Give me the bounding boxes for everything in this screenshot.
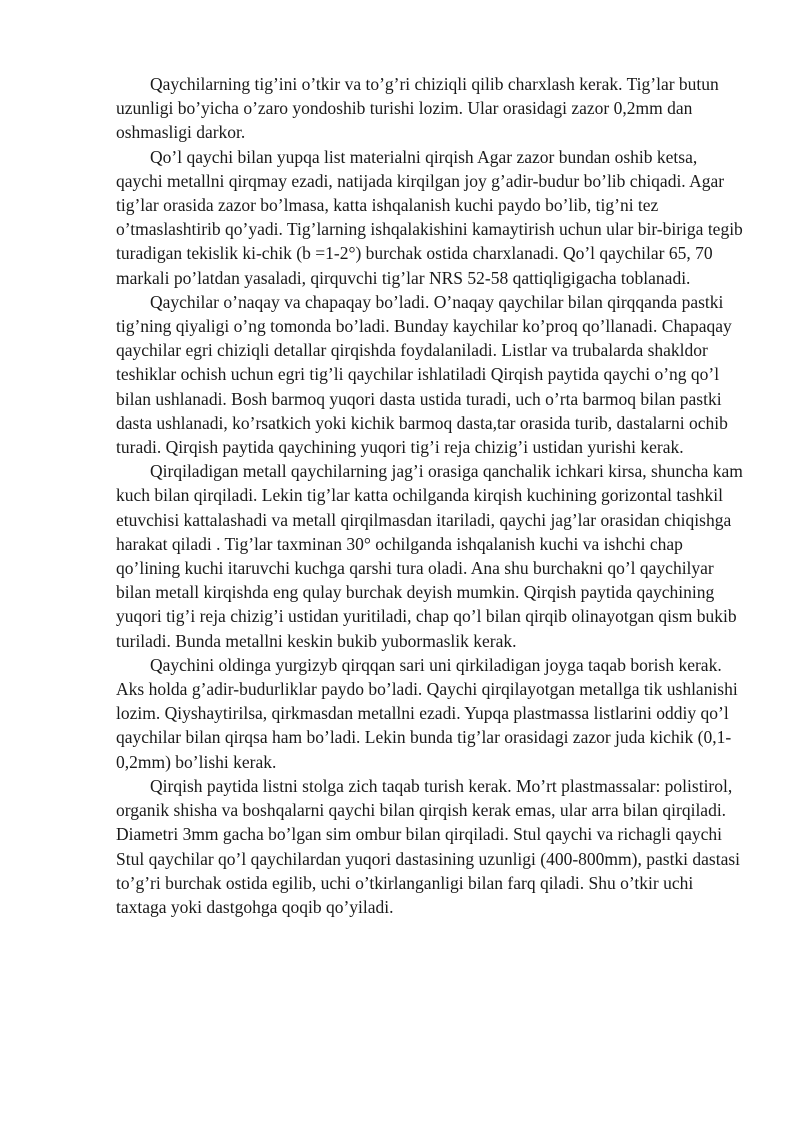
paragraph: Qaychini oldinga yurgizyb qirqqan sari uni qirkiladigan joyga taqab borish kerak. Aks holda g’adir-budurliklar paydo bo’ladi. Qaychi qirqilayotgan metallga tik ushlanishi lozim. Qiyshaytirilsa, qirkmasdan metallni ezadi. Yupqa plastmassa listlarini oddiy qo’l qaychilar bilan qirqsa ham bo’ladi. Lekin bunda tig’lar orasidagi zazor juda kichik (0,1-0,2mm) bo’lishi kerak. <box>116 654 738 772</box>
paragraph: Qaychilar o’naqay va chapaqay bo’ladi. O’naqay qaychilar bilan qirqqanda pastki tig’ning qiyaligi o’ng tomonda bo’ladi. Bunday kaychilar ko’proq qo’llanadi. Chapaqay qaychilar egri chiziqli detallar qirqishda foydalaniladi. Listlar va trubalarda shakldor teshiklar ochish uchun egri tig’li qaychilar ishlatiladi Qirqish paytida qaychi o’ng qo’l bilan ushlanadi. Bosh barmoq yuqori dasta ustida turadi, uch o’rta barmoq bilan pastki dasta ushlanadi, ko’rsatkich yoki kichik barmoq dasta,tar orasida turib, dastalarni ochib turadi. Qirqish paytida qaychining yuqori tig’i reja chizig’i ustidan yurishi kerak. <box>116 291 732 458</box>
paragraph: Qirqish paytida listni stolga zich taqab turish kerak. Mo’rt plastmassalar: polistirol, organik shisha va boshqalarni qaychi bilan qirqish kerak emas, ular arra bilan qirqiladi. Diametri 3mm gacha bo’lgan sim ombur bilan qirqiladi. Stul qaychi va richagli qaychi Stul qaychilar qo’l qaychilardan yuqori dastasining uzunligi (400-800mm), pastki dastasi to’g’ri burchak ostida egilib, uchi o’tkirlanganligi bilan farq qiladi. Shu o’tkir uchi taxtaga yoki dastgohga qoqib qo’yiladi. <box>116 775 741 917</box>
paragraph: Qaychilarning tig’ini o’tkir va to’g’ri chiziqli qilib charxlash kerak. Tig’lar butun uzunligi bo’yicha o’zaro yondoshib turishi lozim. Ular orasidagi zazor 0,2mm dan oshmasligi darkor. <box>116 74 719 143</box>
paragraph: Qirqiladigan metall qaychilarning jag’i orasiga qanchalik ichkari kirsa, shuncha kam kuch bilan qirqiladi. Lekin tig’lar katta ochilganda kirqish kuchining gorizontal tashkil etuvchisi kattalashadi va metall qirqilmasdan itariladi, qaychi jag’lar orasidan chiqishga harakat qiladi . Tig’lar taxminan 30° ochilganda ishqalanish kuchi va ishchi chap qo’lining kuchi itaruvchi kuchga qarshi tura oladi. Ana shu burchakni qo’l qaychilyar bilan metall kirqishda eng qulay burchak deyish mumkin. Qirqish paytida qaychining yuqori tig’i reja chizig’i ustidan yuritiladi, chap qo’l bilan qirqib olinayotgan qism bukib turiladi. Bunda metallni keskin bukib yubormaslik kerak. <box>116 461 743 651</box>
paragraph: Qo’l qaychi bilan yupqa list materialni qirqish Agar zazor bundan oshib ketsa, qaychi metallni qirqmay ezadi, natijada kirqilgan joy g’adir-budur bo’lib chiqadi. Agar tig’lar orasida zazor bo’lmasa, katta ishqalanish kuchi paydo bo’lib, tig’ni tez o’tmaslashtirib qo’yadi. Tig’larning ishqalakishini kamaytirish uchun ular bir-biriga tegib turadigan tekislik ki-chik (b =1-2°) burchak ostida charxlanadi. Qo’l qaychilar 65, 70 markali po’latdan yasaladi, qirquvchi tig’lar NRS 52-58 qattiqligigacha toblanadi. <box>116 146 743 288</box>
document-page <box>116 72 744 919</box>
